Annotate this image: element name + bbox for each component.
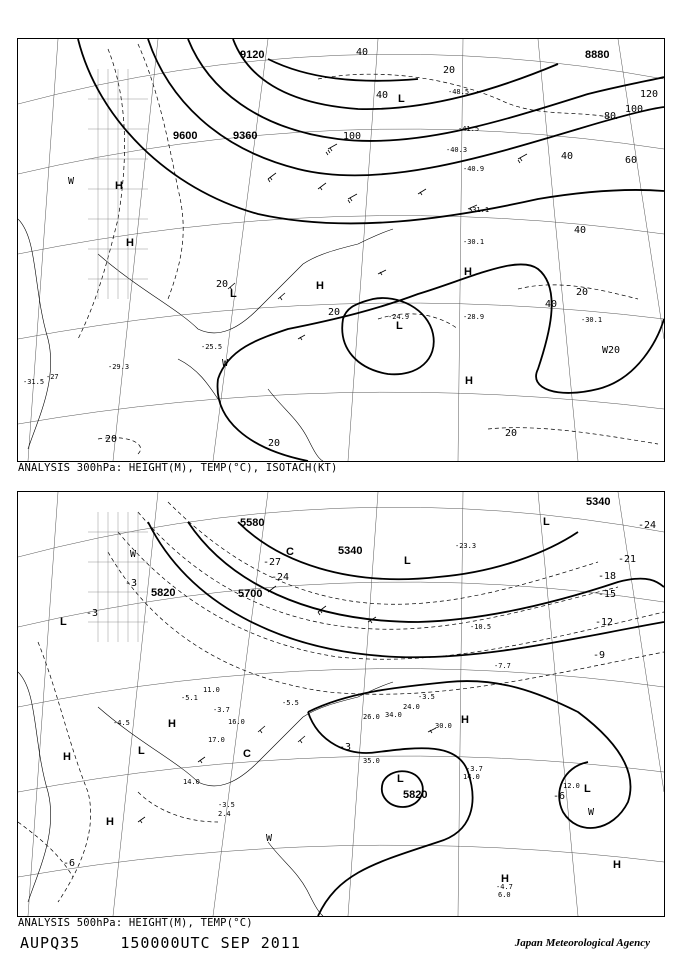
center-cold: C — [243, 748, 251, 760]
obs-label: 17.0 — [208, 736, 225, 744]
obs-label: -5.1 — [181, 694, 198, 702]
center-low: L — [584, 783, 591, 795]
obs-label: -5.5 — [282, 699, 299, 707]
isotach-label: 120 — [640, 89, 659, 100]
isotherm-label: -3 — [339, 742, 352, 753]
isotach-label: 20 — [268, 438, 281, 449]
isotach-label: 40 — [356, 47, 369, 58]
caption-300hpa: ANALYSIS 300hPa: HEIGHT(M), TEMP(°C), ISOTACH(KT) — [18, 462, 338, 474]
isotach-label: 60 — [625, 155, 638, 166]
height-label-9360: 9360 — [233, 130, 258, 142]
isotherm-label: -24 — [271, 572, 290, 583]
isotach-label: 40 — [574, 225, 587, 236]
temp-label: -25.5 — [201, 343, 223, 351]
temp-label: -40.3 — [446, 146, 468, 154]
isotach-label: 20 — [328, 307, 341, 318]
center-high: H — [464, 266, 472, 278]
temp-label: -30.1 — [581, 316, 603, 324]
center-cold: C — [286, 546, 294, 558]
temp-label: -28.9 — [463, 313, 485, 321]
isotach-label: 20 — [443, 65, 456, 76]
obs-label: 24.0 — [403, 703, 420, 711]
isotach-label: 40 — [561, 151, 574, 162]
center-high: H — [106, 816, 114, 828]
center-high: H — [613, 859, 621, 871]
map-500hpa — [17, 491, 665, 917]
isotherm-label: -3 — [86, 608, 99, 619]
center-high: H — [461, 714, 469, 726]
obs-label: -3.7 — [213, 706, 230, 714]
isotach-label: 40 — [545, 299, 558, 310]
obs-label: -7.7 — [494, 662, 511, 670]
height-label-5700: 5700 — [238, 588, 263, 600]
chart-code: AUPQ35 — [20, 934, 81, 952]
temp-label: -29.3 — [108, 363, 130, 371]
isotach-label: 100 — [343, 131, 362, 142]
coastlines-300 — [18, 219, 393, 461]
isotherm-label: -15 — [598, 589, 617, 600]
height-label-5340: 5340 — [586, 496, 611, 508]
valid-time: 150000UTC SEP 2011 — [120, 934, 301, 952]
obs-label: 12.0 — [563, 782, 580, 790]
hatch-500 — [88, 512, 148, 642]
height-label-9120: 9120 — [240, 49, 265, 61]
center-low: L — [396, 320, 403, 332]
height-label-5820: 5820 — [151, 587, 176, 599]
center-low: L — [543, 516, 550, 528]
temp-label: -30.1 — [463, 238, 485, 246]
center-warm: W — [588, 807, 595, 818]
obs-label: 11.0 — [203, 686, 220, 694]
center-warm: W — [130, 549, 137, 560]
center-high: H — [126, 237, 134, 249]
map-300hpa-svg — [18, 39, 664, 461]
isotherm-label: -21 — [618, 554, 637, 565]
height-contours-300 — [78, 39, 664, 461]
obs-label: 14.0 — [463, 773, 480, 781]
isotherm-label: -9 — [593, 650, 606, 661]
temp-label: -27 — [46, 373, 59, 381]
temp-label: -40.9 — [463, 165, 485, 173]
height-contours-500 — [148, 522, 664, 916]
isotach-label: 20 — [576, 287, 589, 298]
center-high: H — [465, 375, 473, 387]
temp-label: -48.5 — [448, 88, 470, 96]
isotach-label: 20 — [105, 434, 118, 445]
height-label-8880: 8880 — [585, 49, 610, 61]
isotherm-label: -24 — [638, 520, 657, 531]
height-label-5340: 5340 — [338, 545, 363, 557]
isotach-label: 20 — [505, 428, 518, 439]
center-warm: W — [222, 358, 229, 369]
center-low: L — [138, 745, 145, 757]
temp-label: -24.9 — [388, 313, 410, 321]
obs-label: 30.0 — [435, 722, 452, 730]
center-warm: W — [68, 176, 75, 187]
isotach-label: 40 — [376, 90, 389, 101]
temp-label: -31.5 — [23, 378, 45, 386]
center-high: H — [501, 873, 509, 885]
center-low: L — [398, 93, 405, 105]
map-500hpa-svg — [18, 492, 664, 916]
graticule-300 — [18, 39, 664, 461]
obs-label: 26.0 — [363, 713, 380, 721]
center-low: L — [60, 616, 67, 628]
obs-label: 34.0 — [385, 711, 402, 719]
center-low: L — [404, 555, 411, 567]
chart-identifier — [20, 934, 301, 952]
height-label-9600: 9600 — [173, 130, 198, 142]
obs-label: -3.5 — [218, 801, 235, 809]
height-label-5580: 5580 — [240, 517, 265, 529]
agency-name: Japan Meteorological Agency — [514, 937, 650, 949]
obs-label: 6.0 — [498, 891, 511, 899]
isotherm-label: -6 — [63, 858, 76, 869]
isotherm-label: -27 — [263, 557, 282, 568]
obs-label: -4.7 — [496, 883, 513, 891]
isotherm-label: -12 — [595, 617, 614, 628]
isotach-label: W20 — [602, 345, 621, 356]
obs-label: -3.5 — [418, 693, 435, 701]
obs-label: 35.0 — [363, 757, 380, 765]
isotach-label: 100 — [625, 104, 644, 115]
obs-label: -10.5 — [470, 623, 492, 631]
map-300hpa — [17, 38, 665, 462]
center-high: H — [316, 280, 324, 292]
obs-label: 14.0 — [183, 778, 200, 786]
isotherm-label: -18 — [598, 571, 617, 582]
isotherm-label: -6 — [553, 791, 566, 802]
center-low: L — [397, 773, 404, 785]
temp-label: -31.1 — [468, 206, 490, 214]
isotach-label: 20 — [216, 279, 229, 290]
obs-label: 2.4 — [218, 810, 231, 818]
center-low: L — [230, 288, 237, 300]
obs-label: 16.0 — [228, 718, 245, 726]
caption-500hpa: ANALYSIS 500hPa: HEIGHT(M), TEMP(°C) — [18, 917, 253, 929]
temp-label: -41.5 — [458, 125, 480, 133]
center-high: H — [168, 718, 176, 730]
center-high: H — [63, 751, 71, 763]
height-label-5820: 5820 — [403, 789, 428, 801]
isotherm-label: -3 — [125, 578, 138, 589]
obs-label: -3.7 — [466, 765, 483, 773]
obs-label: -23.3 — [455, 542, 477, 550]
center-high: H — [115, 180, 123, 192]
coastlines-500 — [18, 672, 393, 916]
obs-label: -4.5 — [113, 719, 130, 727]
isotach-label: 80 — [604, 111, 617, 122]
center-warm: W — [266, 833, 273, 844]
